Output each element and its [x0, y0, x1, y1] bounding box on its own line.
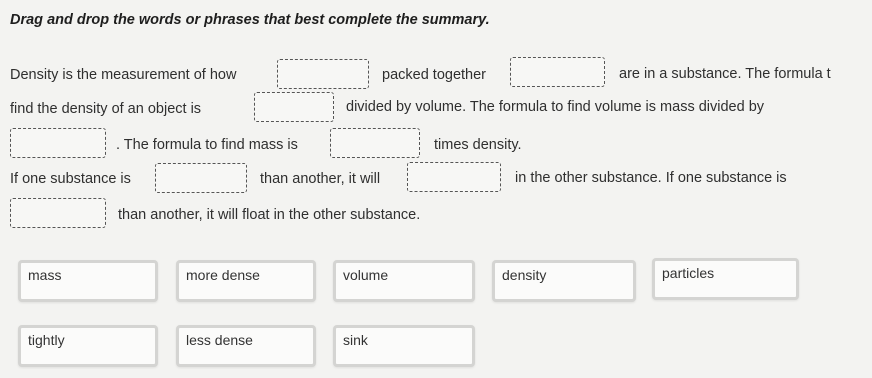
word-tile-density[interactable]: density: [492, 260, 636, 302]
drop-zone-3[interactable]: [254, 92, 334, 122]
word-tile-sink[interactable]: sink: [333, 325, 475, 367]
summary-text-10: in the other substance. If one substance is: [515, 170, 787, 186]
summary-text-6: . The formula to find mass is: [116, 137, 298, 153]
drop-zone-1[interactable]: [277, 59, 369, 89]
summary-text-9: than another, it will: [260, 171, 381, 187]
word-tile-mass[interactable]: mass: [18, 260, 158, 302]
summary-text-5: divided by volume. The formula to find volume is mass divided by: [346, 99, 765, 115]
summary-text-7: times density.: [434, 137, 522, 153]
word-tile-tightly[interactable]: tightly: [18, 325, 158, 367]
summary-text-4: find the density of an object is: [10, 101, 202, 117]
word-tile-particles[interactable]: particles: [652, 258, 799, 300]
drop-zone-5[interactable]: [330, 128, 420, 158]
summary-text-3: are in a substance. The formula t: [619, 66, 831, 82]
instruction-title: Drag and drop the words or phrases that best complete the summary.: [10, 12, 490, 28]
drop-zone-2[interactable]: [510, 57, 605, 87]
drop-zone-4[interactable]: [10, 128, 106, 158]
word-tile-volume[interactable]: volume: [333, 260, 475, 302]
word-tile-less-dense[interactable]: less dense: [176, 325, 316, 367]
word-tile-more-dense[interactable]: more dense: [176, 260, 316, 302]
summary-text-11: than another, it will float in the other substance.: [118, 207, 421, 223]
drop-zone-8[interactable]: [10, 198, 106, 228]
summary-text-2: packed together: [382, 67, 486, 83]
summary-text-1: Density is the measurement of how: [10, 67, 237, 83]
drop-zone-7[interactable]: [407, 162, 501, 192]
summary-text-8: If one substance is: [10, 171, 131, 187]
drop-zone-6[interactable]: [155, 163, 247, 193]
